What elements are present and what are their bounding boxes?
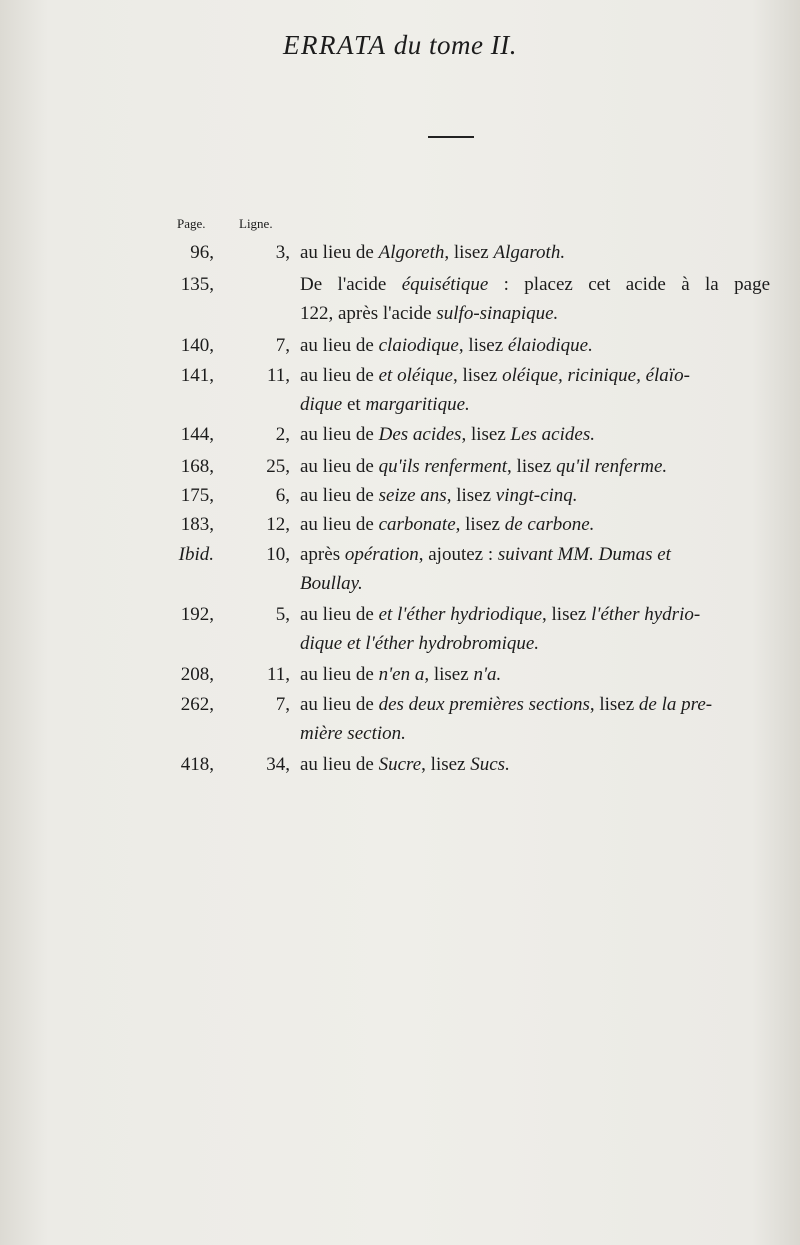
entry-page: 168, [180,456,214,477]
entry-text: au lieu de seize ans, lisez vingt-cinq. [300,485,578,506]
entry-line: 2, [275,424,290,445]
entry-line: 11, [266,664,290,685]
entry-text-continued: dique et l'éther hydrobromique. [300,633,540,654]
entry-page: 141, [180,365,214,386]
entry-page: 175, [180,485,214,506]
entry-page: 192, [180,604,214,625]
entry-page: 144, [180,424,214,445]
entry-text: au lieu de des deux premières sections, lisez de la pre- [300,694,713,715]
entry-page: 208, [180,664,214,685]
entry-text: au lieu de Des acides, lisez Les acides. [300,424,595,445]
entry-line: 3, [275,242,290,263]
entry-page: 418, [180,754,214,775]
entry-text: au lieu de qu'ils renferment, lisez qu'il renferme. [300,456,668,477]
entry-line: 11, [266,365,290,386]
title-rest: du tome II. [393,30,517,60]
entry-text: au lieu de et oléique, lisez oléique, ricinique, élaïo- [300,365,690,386]
entry-text: au lieu de n'en a, lisez n'a. [300,664,502,685]
entry-page: 140, [180,335,214,356]
entry-line: 10, [266,544,290,565]
entry-text-continued: dique et margaritique. [300,394,470,415]
entry-line: 5, [275,604,290,625]
entry-line: 7, [275,694,290,715]
entry-text: après opération, ajoutez : suivant MM. Dumas et [300,544,671,565]
entry-line: 7, [275,335,290,356]
entry-page: 135, [180,274,214,295]
title-main: ERRATA [283,30,387,60]
page-title [0,30,800,61]
entry-text: au lieu de Algoreth, lisez Algaroth. [300,242,566,263]
entry-text: au lieu de claiodique, lisez élaiodique. [300,335,593,356]
entry-page: 262, [180,694,214,715]
entry-text: De l'acide équisétique : placez cet acide à la page [300,274,770,295]
entry-text-continued: mière section. [300,723,406,744]
entry-line: 34, [266,754,290,775]
entry-text: au lieu de Sucre, lisez Sucs. [300,754,510,775]
entry-page: 96, [190,242,214,263]
entry-line: 12, [266,514,290,535]
column-header-ligne: Ligne. [239,216,273,231]
entry-text-continued: 122, après l'acide sulfo-sinapique. [300,303,559,324]
entry-line: 6, [275,485,290,506]
entry-page: 183, [180,514,214,535]
entry-page: Ibid. [178,544,214,565]
entry-text: au lieu de et l'éther hydriodique, lisez l'éther hydrio- [300,604,701,625]
entry-text-continued: Boullay. [300,573,363,594]
entry-text: au lieu de carbonate, lisez de carbone. [300,514,595,535]
column-header-page: Page. [177,216,206,231]
entry-line: 25, [266,456,290,477]
title-rule [428,136,474,138]
